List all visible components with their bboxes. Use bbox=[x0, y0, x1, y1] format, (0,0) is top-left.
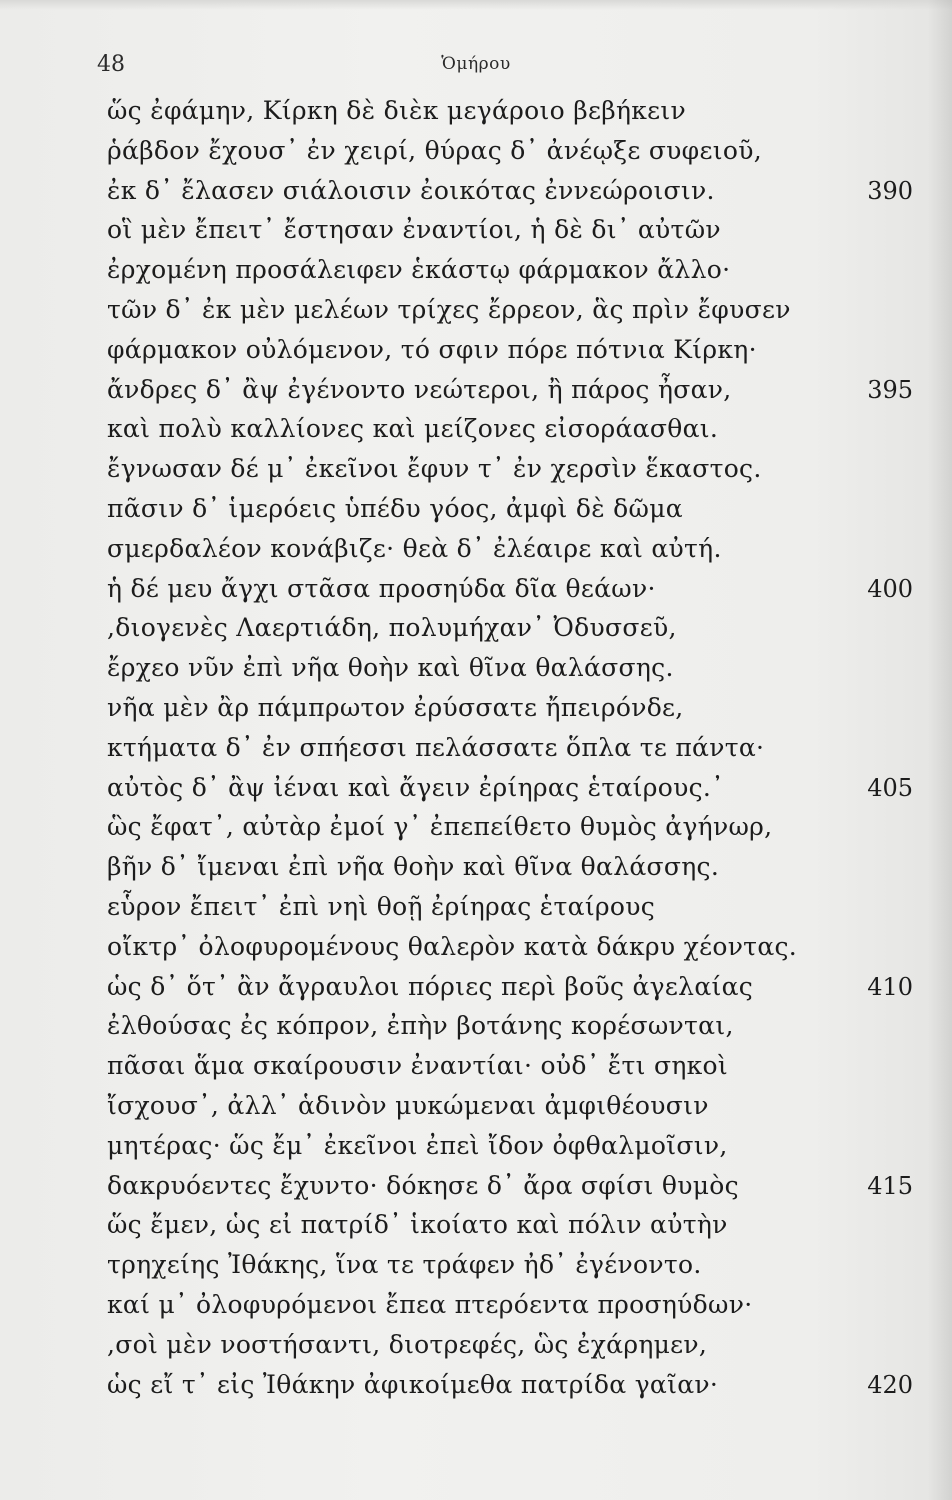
verse-line: νῆα μὲν ἂρ πάμπρωτον ἐρύσσατε ἤπειρόνδε, bbox=[107, 693, 684, 722]
verse-line: φάρμακον οὐλόμενον, τό σφιν πόρε πότνια Κίρκη· bbox=[107, 335, 757, 364]
verse-line: ὡς εἴ τ᾽ εἰς Ἰθάκην ἀφικοίμεθα πατρίδα γαῖαν· bbox=[107, 1370, 719, 1399]
page-top-shadow bbox=[0, 0, 952, 10]
verse-line: ὣς ἔφατ᾽, αὐτὰρ ἐμοί γ᾽ ἐπεπείθετο θυμὸς ἀγήνωρ, bbox=[107, 812, 773, 841]
verse-line: καί μ᾽ ὀλοφυρόμενοι ἔπεα πτερόεντα προσηύδων· bbox=[107, 1290, 753, 1319]
line-number: 400 bbox=[867, 575, 913, 603]
running-title: Ὁμήρου bbox=[441, 54, 511, 74]
verse-line: μητέρας· ὥς ἔμ᾽ ἐκεῖνοι ἐπεὶ ἴδον ὀφθαλμοῖσιν, bbox=[107, 1131, 728, 1160]
verse-line: πᾶσαι ἅμα σκαίρουσιν ἐναντίαι· οὐδ᾽ ἔτι σηκοὶ bbox=[107, 1051, 728, 1080]
verse-line: βῆν δ᾽ ἴμεναι ἐπὶ νῆα θοὴν καὶ θῖνα θαλάσσης. bbox=[107, 852, 720, 881]
verse-line: ὥς ἐφάμην, Κίρκη δὲ διὲκ μεγάροιο βεβήκειν bbox=[107, 96, 687, 125]
line-number: 395 bbox=[867, 376, 913, 404]
line-number: 390 bbox=[867, 177, 913, 205]
verse-line: οἴκτρ᾽ ὀλοφυρομένους θαλερὸν κατὰ δάκρυ χέοντας. bbox=[107, 932, 798, 961]
verse-line: τῶν δ᾽ ἐκ μὲν μελέων τρίχες ἔρρεον, ἃς πρὶν ἔφυσεν bbox=[107, 295, 791, 324]
verse-line: ἐκ δ᾽ ἔλασεν σιάλοισιν ἐοικότας ἐννεώροισιν. bbox=[107, 176, 715, 205]
verse-line: πᾶσιν δ᾽ ἱμερόεις ὑπέδυ γόος, ἀμφὶ δὲ δῶμα bbox=[107, 494, 683, 523]
line-number: 415 bbox=[867, 1172, 913, 1200]
verse-line: ἔρχεο νῦν ἐπὶ νῆα θοὴν καὶ θῖνα θαλάσσης. bbox=[107, 653, 674, 682]
page-edge-shadow bbox=[928, 0, 952, 1500]
page-number: 48 bbox=[97, 52, 125, 77]
verse-line: ,σοὶ μὲν νοστήσαντι, διοτρεφές, ὣς ἐχάρημεν, bbox=[107, 1330, 708, 1359]
line-number: 410 bbox=[867, 973, 913, 1001]
verse-line: αὐτὸς δ᾽ ἂψ ἰέναι καὶ ἄγειν ἐρίηρας ἑταίρους.᾽ bbox=[107, 773, 724, 802]
verse-line: ἐρχομένη προσάλειφεν ἑκάστῳ φάρμακον ἄλλο· bbox=[107, 255, 731, 284]
verse-line: ῥάβδον ἔχουσ᾽ ἐν χειρί, θύρας δ᾽ ἀνέῳξε συφειοῦ, bbox=[107, 136, 762, 165]
verse-line: ἄνδρες δ᾽ ἂψ ἐγένοντο νεώτεροι, ἢ πάρος ἦσαν, bbox=[107, 375, 732, 404]
verse-line: ὡς δ᾽ ὅτ᾽ ἂν ἄγραυλοι πόριες περὶ βοῦς ἀγελαίας bbox=[107, 972, 754, 1001]
verse-line: ὥς ἔμεν, ὡς εἰ πατρίδ᾽ ἱκοίατο καὶ πόλιν αὐτὴν bbox=[107, 1210, 728, 1239]
verse-line: ,διογενὲς Λαερτιάδη, πολυμήχαν᾽ Ὀδυσσεῦ, bbox=[107, 613, 677, 642]
verse-line: τρηχείης Ἰθάκης, ἵνα τε τράφεν ἠδ᾽ ἐγένοντο. bbox=[107, 1250, 702, 1279]
verse-line: σμερδαλέον κονάβιζε· θεὰ δ᾽ ἐλέαιρε καὶ αὐτή. bbox=[107, 534, 722, 563]
verse-line: δακρυόεντες ἔχυντο· δόκησε δ᾽ ἄρα σφίσι θυμὸς bbox=[107, 1171, 739, 1200]
verse-line: κτήματα δ᾽ ἐν σπήεσσι πελάσσατε ὅπλα τε πάντα· bbox=[107, 733, 765, 762]
verse-line: οἳ μὲν ἔπειτ᾽ ἔστησαν ἐναντίοι, ἡ δὲ δι᾽ αὐτῶν bbox=[107, 215, 721, 244]
verse-line: εὗρον ἔπειτ᾽ ἐπὶ νηὶ θοῇ ἐρίηρας ἑταίρους bbox=[107, 892, 656, 921]
verse-line: ἐλθούσας ἐς κόπρον, ἐπὴν βοτάνης κορέσωνται, bbox=[107, 1011, 734, 1040]
verse-line: ἴσχουσ᾽, ἀλλ᾽ ἁδινὸν μυκώμεναι ἀμφιθέουσιν bbox=[107, 1091, 709, 1120]
line-number: 405 bbox=[867, 774, 913, 802]
line-number: 420 bbox=[867, 1371, 913, 1399]
verse-line: ἡ δέ μευ ἄγχι στᾶσα προσηύδα δῖα θεάων· bbox=[107, 574, 656, 603]
verse-line: καὶ πολὺ καλλίονες καὶ μείζονες εἰσοράασθαι. bbox=[107, 414, 719, 443]
verse-line: ἔγνωσαν δέ μ᾽ ἐκεῖνοι ἔφυν τ᾽ ἐν χερσὶν ἕκαστος. bbox=[107, 454, 762, 483]
